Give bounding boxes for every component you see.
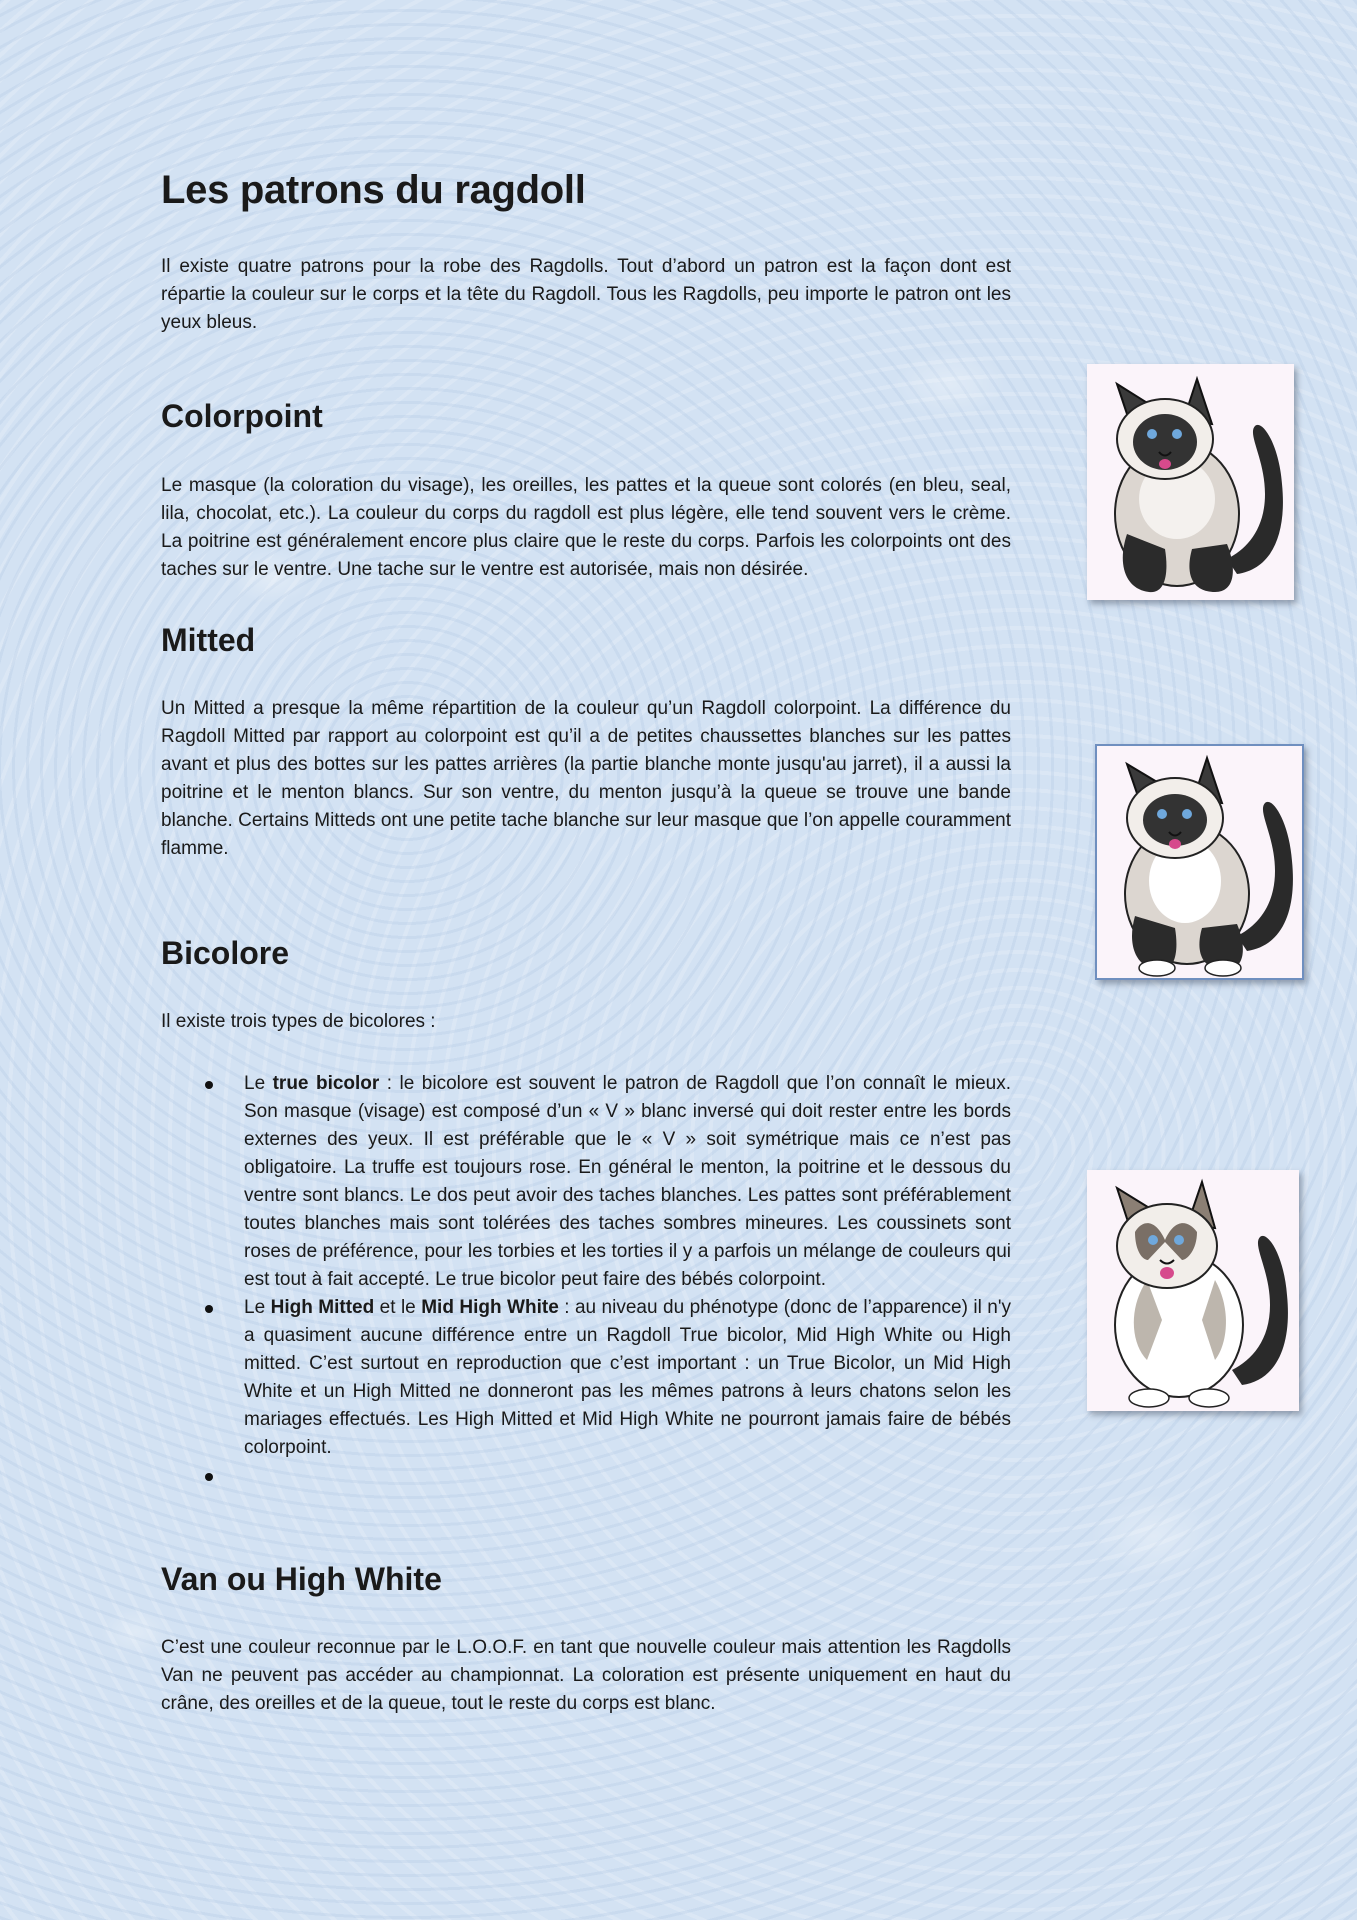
colorpoint-paragraph: Le masque (la coloration du visage), les oreilles, les pattes et la queue sont colorés (en bleu, seal, lila, chocolat, etc.). La couleur du corps du ragdoll est plus légère, elle tend souvent vers le crème. La poitrine est généralement encore plus claire que le reste du corps. Parfois les colorpoints ont des taches sur le ventre. Une tache sur le ventre est autorisée, mais non désirée.	[161, 475, 1011, 580]
bullet-text: : le bicolore est souvent le patron de Ragdoll que l’on connaît le mieux. Son masque (visage) est composé d’un « V » blanc inversé qui doit rester entre les bords externes des yeux. Il est préférable que le « V » soit symétrique mais ce n’est pas obligatoire. La truffe est toujours rose. En général le menton, la poitrine et le dessous du ventre sont blancs. Le dos peut avoir des taches blanches. Les pattes sont préférablement toutes blanches mais sont tolérées des taches sombres mineures. Les coussinets sont roses de préférence, pour les torbies et les torties il y a parfois un mélange de couleurs qui est tout à fait accepté. Le true bicolor peut faire des bébés colorpoint.	[244, 1073, 1011, 1290]
bullet-bold-term: true bicolor	[272, 1073, 380, 1094]
bicolor-cat-image	[1087, 1170, 1299, 1411]
colorpoint-cat-icon	[1087, 364, 1294, 600]
bicolore-list	[161, 1070, 1011, 1490]
van-section	[161, 1634, 1011, 1718]
bullet-icon	[205, 1305, 213, 1313]
bullet-prefix: Le	[244, 1073, 273, 1094]
bicolor-cat-icon	[1087, 1170, 1299, 1411]
list-item	[161, 1294, 1011, 1462]
colorpoint-heading: Colorpoint	[161, 398, 323, 434]
bicolore-intro-section	[161, 1008, 1011, 1036]
mitted-heading: Mitted	[161, 622, 256, 658]
bullet-text: : au niveau du phénotype (donc de l’apparence) il n'y a quasiment aucune différence entre un Ragdoll True bicolor, Mid High White ou High mitted. C’est surtout en reproduction que c’est important : un True Bicolor, un Mid High White et un High Mitted ne donneront pas les mêmes patrons à leurs chatons selon les mariages effectués. Les High Mitted et Mid High White ne pourront jamais faire de bébés colorpoint.	[244, 1297, 1011, 1458]
bullet-prefix: Le	[244, 1297, 271, 1318]
mitted-paragraph: Un Mitted a presque la même répartition de la couleur qu’un Ragdoll colorpoint. La différence du Ragdoll Mitted par rapport au colorpoint est qu’il a de petites chaussettes blanches sur les pattes avant et plus des bottes sur les pattes arrières (la partie blanche monte jusqu'au jarret), il a aussi la poitrine et le menton blancs. Sur son ventre, du menton jusqu’à la queue se trouve une bande blanche. Certains Mitteds ont une petite tache blanche sur leur masque que l’on appelle couramment flamme.	[161, 698, 1011, 859]
mitted-cat-image	[1095, 744, 1304, 980]
intro-section	[161, 253, 1011, 337]
bullet-bold-term: High Mitted	[270, 1297, 375, 1318]
bullet-icon	[205, 1081, 213, 1089]
page-title: Les patrons du ragdoll	[161, 168, 586, 212]
colorpoint-section	[161, 472, 1011, 584]
intro-paragraph: Il existe quatre patrons pour la robe des Ragdolls. Tout d’abord un patron est la façon dont est répartie la couleur sur le corps et la tête du Ragdoll. Tous les Ragdolls, peu importe le patron ont les yeux bleus.	[161, 256, 1011, 333]
bicolore-heading: Bicolore	[161, 935, 290, 971]
bullet-icon	[205, 1473, 213, 1481]
bicolore-intro: Il existe trois types de bicolores :	[161, 1011, 436, 1032]
van-paragraph: C’est une couleur reconnue par le L.O.O.F. en tant que nouvelle couleur mais attention les Ragdolls Van ne peuvent pas accéder au championnat. La coloration est présente uniquement en haut du crâne, des oreilles et de la queue, tout le reste du corps est blanc.	[161, 1637, 1011, 1714]
list-item-empty	[161, 1462, 1011, 1490]
colorpoint-cat-image	[1087, 364, 1294, 600]
bullet-connector: et le	[374, 1297, 422, 1318]
list-item	[161, 1070, 1011, 1294]
van-heading: Van ou High White	[161, 1561, 442, 1597]
mitted-cat-icon	[1097, 746, 1302, 978]
mitted-section	[161, 695, 1011, 863]
bullet-bold-term: Mid High White	[421, 1297, 559, 1318]
